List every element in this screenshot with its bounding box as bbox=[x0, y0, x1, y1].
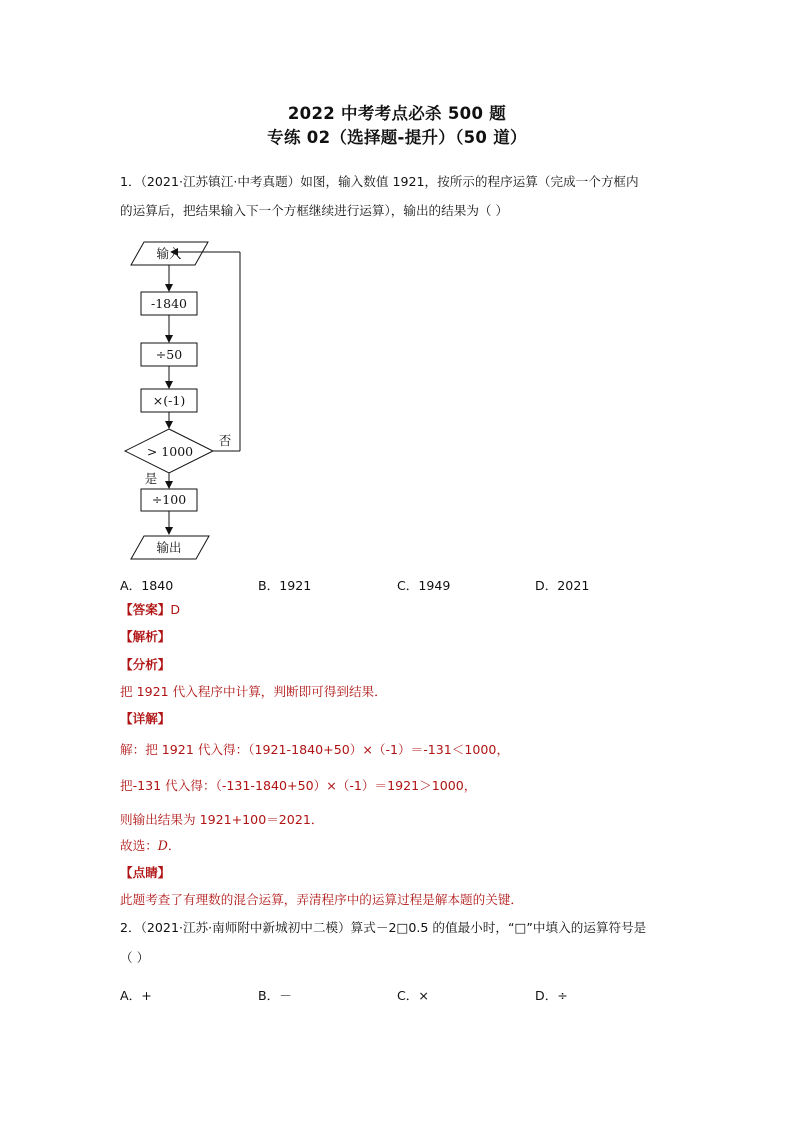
q1-fenxi-text: 把 1921 代入程序中计算，判断即可得到结果． bbox=[120, 684, 387, 699]
q1-detail-line3: 则输出结果为 1921+100＝2021． bbox=[120, 812, 324, 827]
page-title: 2022 中考考点必杀 500 题 bbox=[287, 104, 507, 123]
q2-stem-line2: （ ） bbox=[120, 950, 150, 965]
flow-no-label: 否 bbox=[218, 433, 232, 448]
q1-option-a: A．1840 bbox=[120, 578, 174, 593]
q1-detail-line1: 解：把 1921 代入得：（1921-1840+50）×（-1）＝-131＜1000， bbox=[120, 742, 510, 757]
q1-choose: 故选：D． bbox=[120, 838, 181, 853]
flow-input-label: 输入 bbox=[156, 246, 182, 261]
q1-stem-line1: 1．（2021·江苏镇江·中考真题）如图，输入数值 1921，按所示的程序运算（完成一个方框内 bbox=[120, 174, 639, 189]
q1-option-d: D．2021 bbox=[535, 578, 590, 593]
q1-detail-line2: 把-131 代入得：（-131-1840+50）×（-1）＝1921＞1000， bbox=[120, 778, 477, 793]
q1-option-c: C．1949 bbox=[397, 578, 451, 593]
q1-fenxi-label: 【分析】 bbox=[120, 657, 171, 672]
flow-output-label: 输出 bbox=[156, 540, 182, 555]
flow-step3-label: ×(-1) bbox=[152, 393, 186, 408]
page-subtitle: 专练 02（选择题-提升）（50 道） bbox=[267, 128, 527, 147]
q1-analysis-label: 【解析】 bbox=[120, 629, 171, 644]
flow-condition-label: > 1000 bbox=[146, 444, 194, 459]
flow-step1-label: -1840 bbox=[150, 296, 188, 311]
q1-option-b: B．1921 bbox=[258, 578, 312, 593]
q1-stem-line2: 的运算后，把结果输入下一个方框继续进行运算），输出的结果为（ ） bbox=[120, 203, 509, 218]
q2-option-c: C．× bbox=[397, 988, 429, 1003]
q1-comment-label: 【点睛】 bbox=[120, 865, 171, 880]
flow-step2-label: ÷50 bbox=[155, 347, 183, 362]
q1-comment-text: 此题考查了有理数的混合运算，弄清程序中的运算过程是解本题的关键． bbox=[120, 892, 523, 907]
flow-step4-label: ÷100 bbox=[151, 492, 187, 507]
q2-option-d: D．÷ bbox=[535, 988, 568, 1003]
q2-option-b: B．－ bbox=[258, 988, 292, 1003]
q2-option-a: A．+ bbox=[120, 988, 152, 1003]
flow-yes-label: 是 bbox=[144, 471, 158, 486]
q2-stem-line1: 2．（2021·江苏·南师附中新城初中二模）算式－2□0.5 的值最小时，“□”中填入的运算符号是 bbox=[120, 920, 647, 935]
q1-detail-label: 【详解】 bbox=[120, 711, 171, 726]
q1-answer: 【答案】D bbox=[120, 602, 181, 617]
q1-flowchart bbox=[118, 238, 248, 564]
